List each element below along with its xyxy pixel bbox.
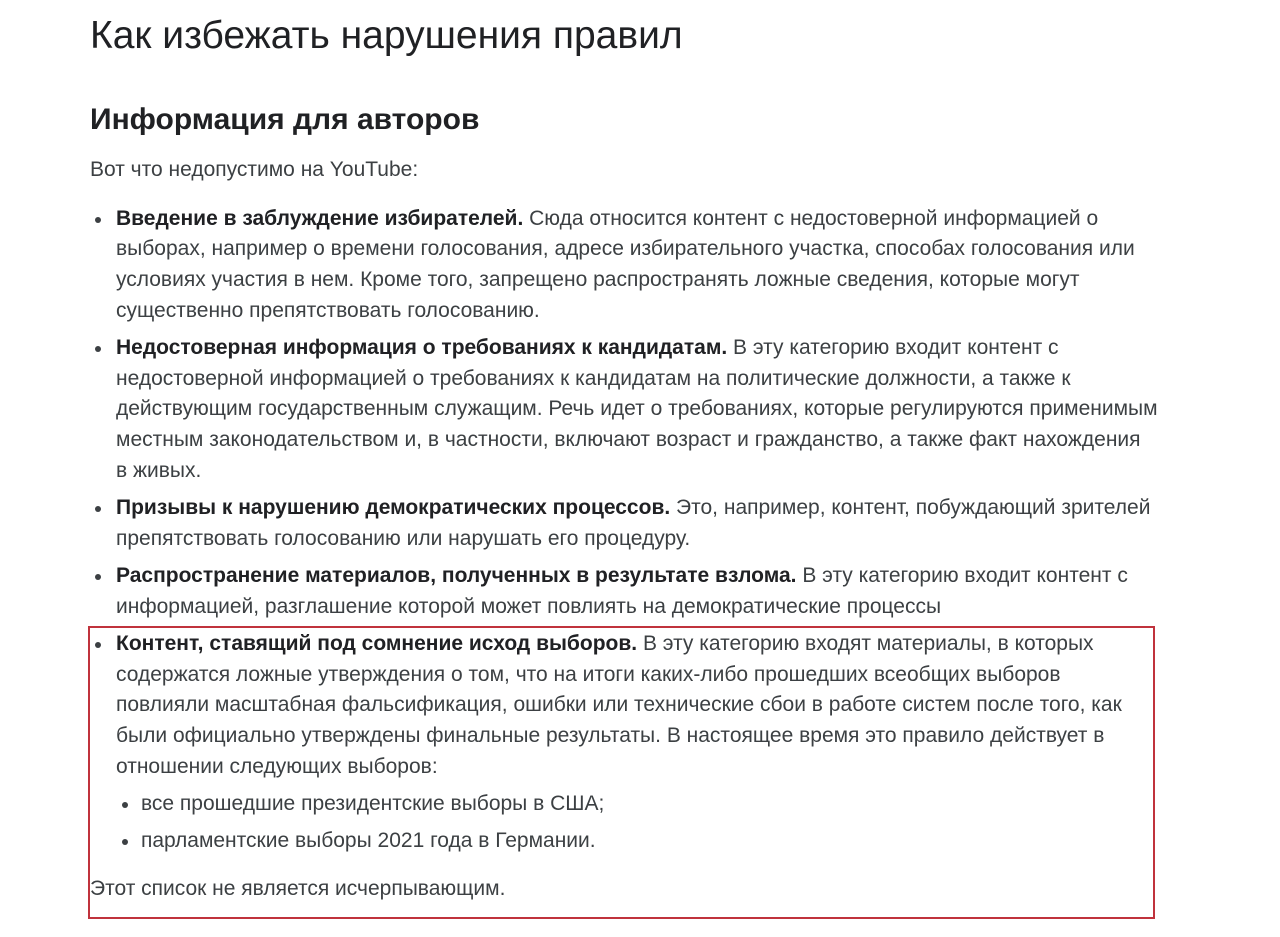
rule-item-election-integrity bbox=[90, 629, 1250, 857]
rule-text-line bbox=[116, 561, 1250, 592]
rule-text-line: препятствовать голосованию или нарушать его процедуру. bbox=[116, 526, 691, 550]
rule-text: Сюда относится контент с недостоверной информацией о bbox=[529, 206, 1099, 230]
election-list-text: все прошедшие президентские выборы в США; bbox=[141, 792, 605, 816]
rule-text: Это, например, контент, побуждающий зрителей bbox=[676, 496, 1151, 520]
rule-lead: Недостоверная информация о требованиях к кандидатам. bbox=[116, 335, 728, 359]
rule-text-line bbox=[116, 629, 1250, 660]
rule-text-line: информацией, разглашение которой может повлиять на демократические процессы bbox=[116, 594, 942, 618]
list-bullet bbox=[95, 217, 101, 223]
section-heading: Информация для авторов bbox=[90, 103, 480, 136]
rule-text-line bbox=[116, 204, 1250, 235]
rules-list bbox=[90, 204, 1250, 857]
rule-lead: Введение в заблуждение избирателей. bbox=[116, 206, 524, 230]
rule-text-line: действующим государственным служащим. Речь идет о требованиях, которые регулируются применимым bbox=[116, 397, 1158, 421]
rule-lead: Контент, ставящий под сомнение исход выборов. bbox=[116, 631, 638, 655]
rule-text-line: в живых. bbox=[116, 458, 202, 482]
list-bullet bbox=[95, 506, 101, 512]
rule-text: В эту категорию входит контент с bbox=[802, 564, 1128, 588]
list-bullet bbox=[122, 839, 128, 845]
rule-item-candidate-eligibility bbox=[90, 333, 1250, 487]
list-bullet bbox=[95, 346, 101, 352]
intro-text: Вот что недопустимо на YouTube: bbox=[90, 157, 419, 181]
rule-lead: Распространение материалов, полученных в результате взлома. bbox=[116, 564, 797, 588]
election-list-item bbox=[116, 826, 1250, 857]
list-bullet bbox=[122, 802, 128, 808]
rule-text-line: выборах, например о времени голосования, адресе избирательного участка, способах голосования или bbox=[116, 237, 1135, 261]
list-bullet bbox=[95, 574, 101, 580]
footer-note: Этот список не является исчерпывающим. bbox=[90, 876, 506, 900]
rule-text-line: условиях участия в нем. Кроме того, запрещено распространять ложные сведения, которые могут bbox=[116, 268, 1080, 292]
rule-item-misleading-voters bbox=[90, 204, 1250, 327]
rule-text-line: отношении следующих выборов: bbox=[116, 754, 438, 778]
rule-text: В эту категорию входит контент с bbox=[733, 335, 1059, 359]
rule-text-line: были официально утверждены финальные результаты. В настоящее время это правило действует в bbox=[116, 724, 1105, 748]
rule-text-line bbox=[116, 493, 1250, 524]
rule-lead: Призывы к нарушению демократических процессов. bbox=[116, 496, 671, 520]
election-list-item bbox=[116, 789, 1250, 820]
rule-text-line: содержатся ложные утверждения о том, что на итоги каких-либо прошедших всеобщих выборов bbox=[116, 662, 1061, 686]
rule-text-line: местным законодательством и, в частности, включают возраст и гражданство, а также факт нахождения bbox=[116, 428, 1141, 452]
page-title: Как избежать нарушения правил bbox=[90, 14, 683, 57]
help-article bbox=[90, 0, 1250, 904]
election-list-text: парламентские выборы 2021 года в Германии. bbox=[141, 829, 596, 853]
rule-item-incitement-to-interfere bbox=[90, 493, 1250, 555]
rule-item-hacked-materials bbox=[90, 561, 1250, 623]
elections-sublist bbox=[116, 789, 1250, 857]
list-bullet bbox=[95, 642, 101, 648]
rule-text-line bbox=[116, 333, 1250, 364]
rule-text-line: повлияли масштабная фальсификация, ошибки или технические сбои в работе систем после того, как bbox=[116, 693, 1122, 717]
rule-text-line: недостоверной информацией о требованиях к кандидатам на политические должности, а также к bbox=[116, 366, 1071, 390]
rule-text-line: существенно препятствовать голосованию. bbox=[116, 298, 540, 322]
rule-text: В эту категорию входят материалы, в которых bbox=[642, 631, 1094, 655]
